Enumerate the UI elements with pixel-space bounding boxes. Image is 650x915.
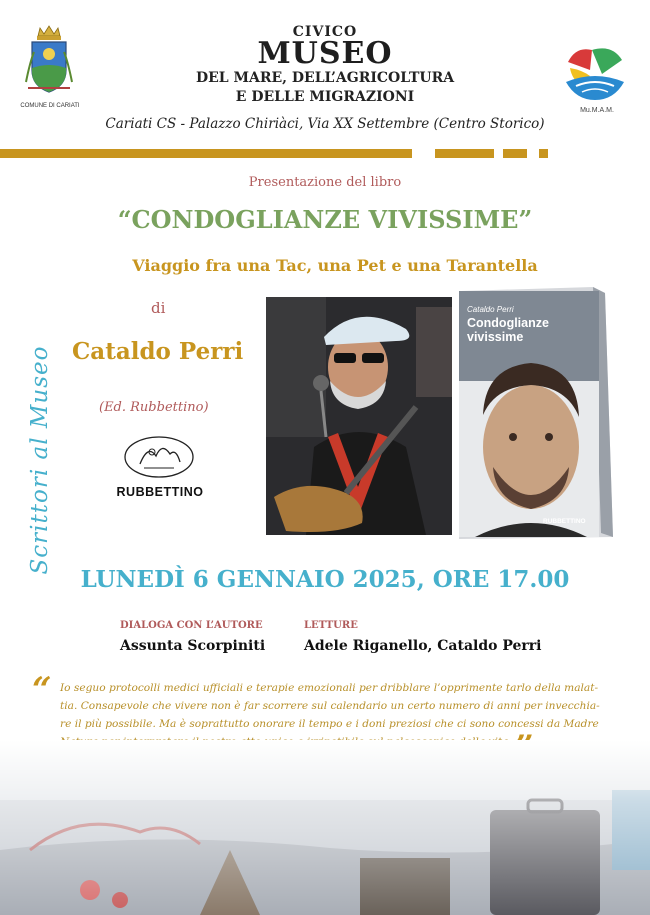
municipality-label: COMUNE DI CARIATI [20,103,80,109]
moderator-label: DIALOGA CON L’AUTORE [120,620,263,631]
book-cover [455,287,613,540]
author-photo [266,297,452,535]
divider-bar-segment [435,149,494,158]
publisher-logo [122,434,196,480]
quote-open-mark: “ [32,670,52,710]
series-title: Scrittori al Museo [27,345,53,575]
book-subtitle: Viaggio fra una Tac, una Pet e una Tarantella [132,256,538,275]
museum-logo [562,40,628,104]
author-name: Cataldo Perri [72,338,244,365]
book-cover-title-2: vivissime [467,330,524,344]
background-scene [0,740,650,915]
event-date-time: LUNEDÌ 6 GENNAIO 2025, ORE 17.00 [80,566,570,593]
museum-subtitle-1: DEL MARE, DELL’AGRICOLTURA [195,70,455,86]
divider-bar-main [0,149,412,158]
museum-civico: CIVICO [292,24,358,40]
by-label: di [151,299,166,317]
museum-logo-label: Mu.M.A.M. [580,107,614,114]
quote-line-1: Io seguo protocolli medici ufficiali e terapie emozionali per dribblare l’opprimente tarlo della malat- [60,682,599,694]
moderator-name: Assunta Scorpiniti [120,638,266,654]
museum-title: MUSEO [257,36,393,71]
book-cover-title-1: Condoglianze [467,316,549,330]
quote-line-2: tia. Consapevole che vivere non è far scorrere sul calendario un certo numero di anni per invecchia- [60,700,600,712]
museum-address: Cariati CS - Palazzo Chiriàci, Via XX Settembre (Centro Storico) [105,116,545,132]
divider-bar-segment [503,149,527,158]
readings-label: LETTURE [304,620,358,631]
readings-names: Adele Riganello, Cataldo Perri [304,638,542,654]
book-title: “CONDOGLIANZE VIVISSIME” [117,205,533,234]
presentation-label: Presentazione del libro [248,175,402,190]
book-cover-author: Cataldo Perri [467,305,514,314]
book-cover-publisher: RUBBETTINO [543,518,586,525]
quote-line-3: re il più possibile. Ma è soprattutto onorare il tempo e i doni preziosi che ci sono concessi da Madre [60,718,599,730]
museum-subtitle-2: E DELLE MIGRAZIONI [235,89,415,105]
publisher-logo-text: RUBBETTINO [116,485,204,499]
publisher-note: (Ed. Rubbettino) [99,400,209,415]
divider-bar-segment [539,149,548,158]
